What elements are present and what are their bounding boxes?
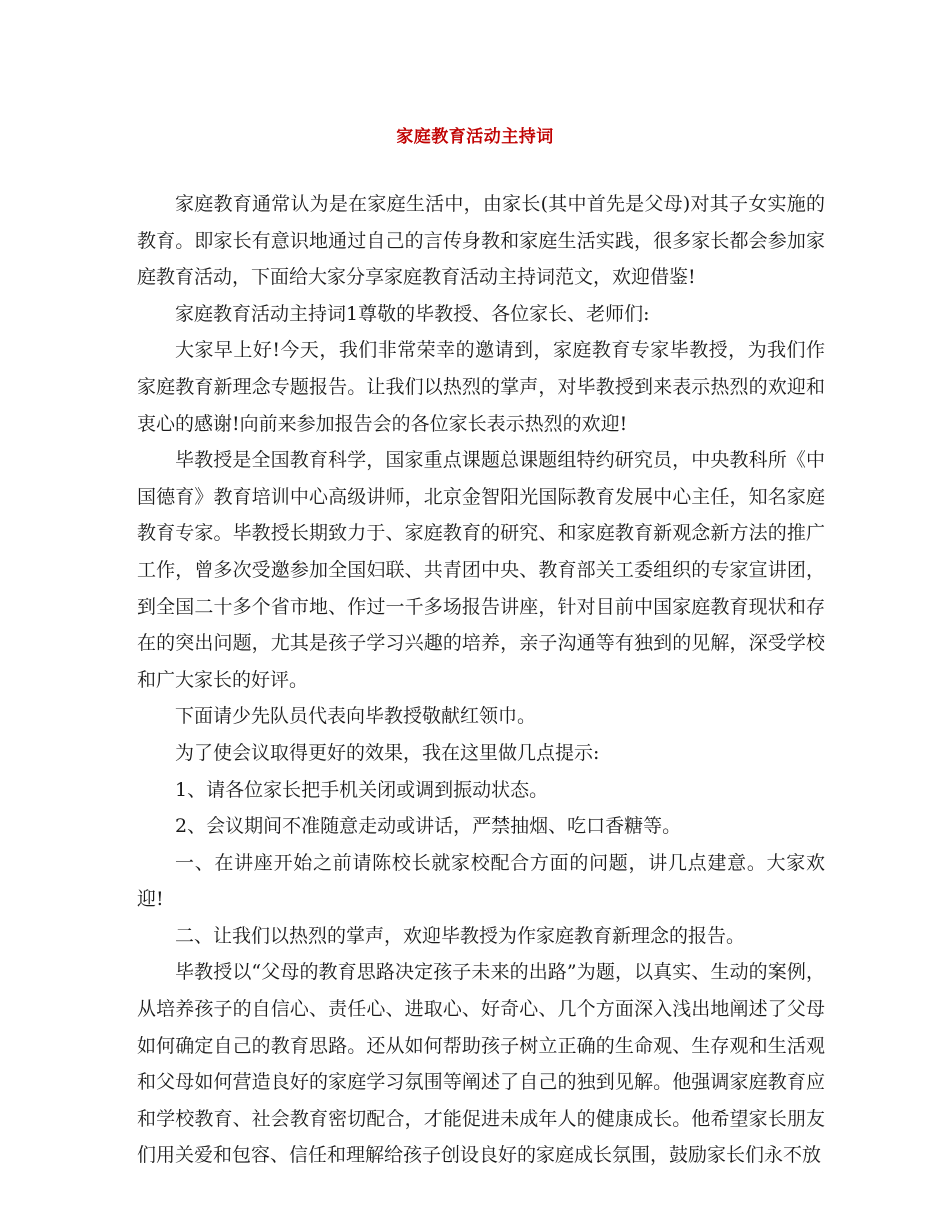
paragraph-agenda-1: 一、在讲座开始之前请陈校长就家校配合方面的问题，讲几点建意。大家欢迎! xyxy=(137,851,825,911)
paragraph-intro: 家庭教育通常认为是在家庭生活中，由家长(其中首先是父母)对其子女实施的教育。即家长有意识地通过自己的言传身教和家庭生活实践，很多家长都会参加家庭教育活动，下面给大家分享家庭教育活动主持词范文，欢迎借鉴! xyxy=(137,193,825,289)
paragraph-red-scarf: 下面请少先队员代表向毕教授敬献红领巾。 xyxy=(175,705,537,728)
paragraph-reminders-lead: 为了使会议取得更好的效果，我在这里做几点提示: xyxy=(175,741,600,764)
paragraph-speaker-intro: 毕教授是全国教育科学，国家重点课题总课题组特约研究员，中央教科所《中国德育》教育培训中心高级讲师，北京金智阳光国际教育发展中心主任，知名家庭教育专家。毕教授长期致力于、家庭教育的研究、和家庭教育新观念新方法的推广工作，曾多次受邀参加全国妇联、共青团中央、教育部关工委组织的专家宣讲团，到全国二十多个省市地、作过一千多场报告讲座，针对目前中国家庭教育现状和存在的突出问题，尤其是孩子学习兴趣的培养，亲子沟通等有独到的见解，深受学校和广大家长的好评。 xyxy=(137,449,825,691)
document-title: 家庭教育活动主持词 xyxy=(396,127,554,147)
paragraph-welcome: 大家早上好!今天，我们非常荣幸的邀请到，家庭教育专家毕教授，为我们作家庭教育新理念专题报告。让我们以热烈的掌声，对毕教授到来表示热烈的欢迎和衷心的感谢!向前来参加报告会的各位家长表示热烈的欢迎! xyxy=(137,339,825,435)
paragraph-agenda-2: 二、让我们以热烈的掌声，欢迎毕教授为作家庭教育新理念的报告。 xyxy=(175,924,746,947)
paragraph-summary: 毕教授以“父母的教育思路决定孩子未来的出路”为题，以真实、生动的案例，从培养孩子的自信心、责任心、进取心、好奇心、几个方面深入浅出地阐述了父母如何确定自己的教育思路。还从如何帮助孩子树立正确的生命观、生存观和生活观和父母如何营造良好的家庭学习氛围等阐述了自己的独到见解。他强调家庭教育应和学校教育、社会教育密切配合，才能促进未成年人的健康成长。他希望家长朋友们用关爱和包容、信任和理解给孩子创设良好的家庭成长氛围，鼓励家长们永不放 xyxy=(137,961,825,1167)
paragraph-reminder-2: 2、会议期间不准随意走动或讲话，严禁抽烟、吃口香糖等。 xyxy=(175,815,682,838)
paragraph-reminder-1: 1、请各位家长把手机关闭或调到振动状态。 xyxy=(175,778,549,801)
paragraph-greeting: 家庭教育活动主持词1尊敬的毕教授、各位家长、老师们: xyxy=(175,302,650,325)
document-body xyxy=(137,186,825,1174)
